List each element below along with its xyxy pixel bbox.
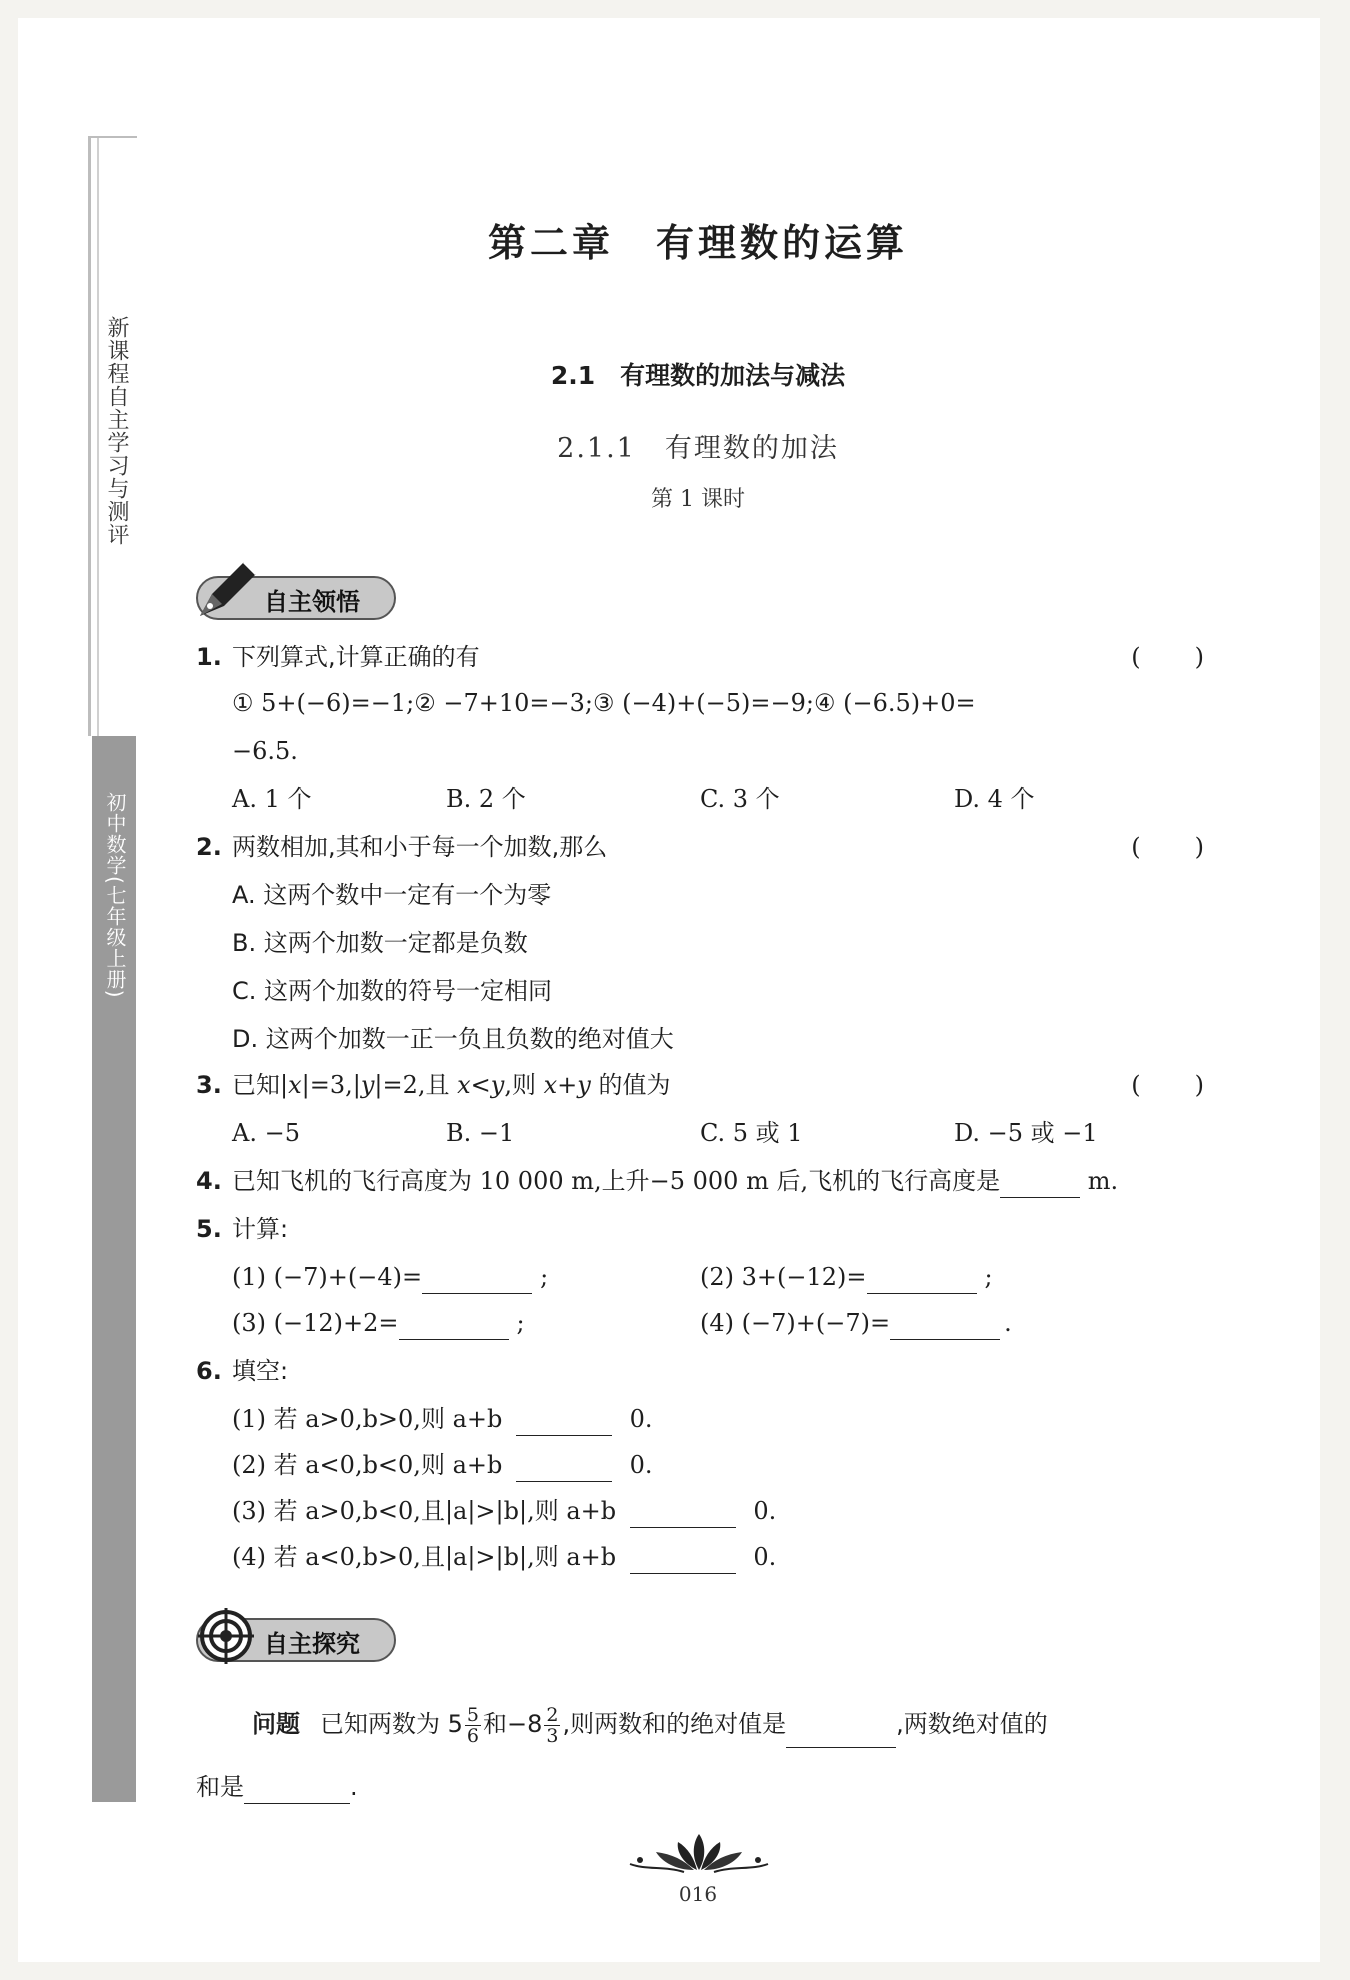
option-d[interactable]: D. −5 或 −1 [954,1119,1098,1147]
question-6-part-1: (1) 若 a>0,b>0,则 a+b 0. [232,1402,653,1436]
question-5-part-1: (1) (−7)+(−4)= ; [232,1260,548,1294]
option-d[interactable]: D. 这两个加数一正一负且负数的绝对值大 [232,1025,674,1053]
banner-label: 自主领悟 [264,588,360,616]
option-b[interactable]: B. 这两个加数一定都是负数 [232,929,528,957]
question-number: 2. [196,833,222,861]
answer-bracket[interactable]: ( ) [1131,643,1206,671]
answer-bracket[interactable]: ( ) [1131,1071,1206,1099]
fraction-five-sixths: $\frac{5}{6}$ [466,1704,479,1747]
option-a[interactable]: A. 这两个数中一定有一个为零 [232,881,552,909]
question-2 [196,830,1206,864]
question-1-expressions-cont: −6.5. [232,737,298,765]
question-stem: 计算: [232,1215,289,1243]
question-3 [196,1068,1206,1102]
problem-label: 问题 [252,1710,300,1738]
option-b[interactable]: B. −1 [446,1119,515,1147]
answer-blank[interactable] [786,1721,896,1748]
target-icon [196,1606,256,1666]
answer-blank[interactable] [516,1409,612,1436]
answer-blank[interactable] [516,1455,612,1482]
answer-blank[interactable] [630,1501,736,1528]
answer-blank[interactable] [890,1313,1000,1340]
question-6-part-3: (3) 若 a>0,b<0,且|a|>|b|,则 a+b 0. [232,1494,776,1528]
question-stem: 下列算式,计算正确的有 [232,643,480,671]
question-stem: 填空: [232,1357,289,1385]
question-number: 3. [196,1071,222,1099]
option-a[interactable]: A. −5 [232,1119,300,1147]
question-stem: 已知飞机的飞行高度为 10 000 m,上升−5 000 m 后,飞机的飞行高度是 [232,1167,1001,1195]
question-stem: 两数相加,其和小于每一个加数,那么 [232,833,608,861]
sidebar-grade-label: 初中数学(七年级上册) [103,792,127,999]
problem-line-2: 和是 . [196,1770,358,1804]
answer-blank[interactable] [244,1777,350,1804]
problem-line-1: 问题 已知两数为 5 $\frac{5}{6}$ 和−8 $\frac{2}{3}$ ,则两数和的绝对值是 ,两数绝对值的 [252,1704,1048,1747]
answer-blank[interactable] [422,1267,532,1294]
section-title: 2.1 有理数的加法与减法 [550,361,846,390]
question-6 [196,1354,1206,1388]
question-number: 6. [196,1357,222,1385]
option-d[interactable]: D. 4 个 [954,785,1035,813]
unit-label: m. [1087,1167,1119,1195]
flourish-ornament-icon [626,1830,772,1874]
page-number: 016 [678,1882,718,1906]
subsection-title: 2.1.1 有理数的加法 [557,433,839,464]
chapter-title: 第二章 有理数的运算 [487,220,908,265]
answer-blank[interactable] [1000,1171,1080,1198]
banner-label: 自主探究 [264,1630,360,1658]
answer-blank[interactable] [630,1547,736,1574]
lesson-label: 第 1 课时 [651,487,745,512]
question-number: 1. [196,643,222,671]
question-5-part-2: (2) 3+(−12)= ; [700,1260,993,1294]
option-c[interactable]: C. 3 个 [700,785,780,813]
option-c[interactable]: C. 5 或 1 [700,1119,803,1147]
question-5 [196,1212,1206,1246]
question-4 [196,1164,1206,1198]
option-b[interactable]: B. 2 个 [446,785,526,813]
question-5-part-4: (4) (−7)+(−7)= . [700,1306,1012,1340]
option-c[interactable]: C. 这两个加数的符号一定相同 [232,977,553,1005]
question-number: 5. [196,1215,222,1243]
banner-self-understanding [196,576,396,620]
question-number: 4. [196,1167,222,1195]
banner-self-exploration [196,1618,396,1662]
page [18,18,1320,1962]
question-5-part-3: (3) (−12)+2= ; [232,1306,525,1340]
answer-blank[interactable] [399,1313,509,1340]
question-1 [196,640,1206,674]
option-a[interactable]: A. 1 个 [232,785,312,813]
answer-blank[interactable] [867,1267,977,1294]
sidebar-book-title: 新课程自主学习与测评 [104,316,129,546]
question-6-part-4: (4) 若 a<0,b>0,且|a|>|b|,则 a+b 0. [232,1540,776,1574]
pen-icon [192,556,262,622]
answer-bracket[interactable]: ( ) [1131,833,1206,861]
question-6-part-2: (2) 若 a<0,b<0,则 a+b 0. [232,1448,653,1482]
fraction-two-thirds: $\frac{2}{3}$ [546,1704,559,1747]
question-stem: 已知|x|=3,|y|=2,且 x<y,则 x+y 的值为 [232,1071,671,1099]
question-1-expressions: ① 5+(−6)=−1;② −7+10=−3;③ (−4)+(−5)=−9;④ (−6.5)+0= [232,689,976,717]
